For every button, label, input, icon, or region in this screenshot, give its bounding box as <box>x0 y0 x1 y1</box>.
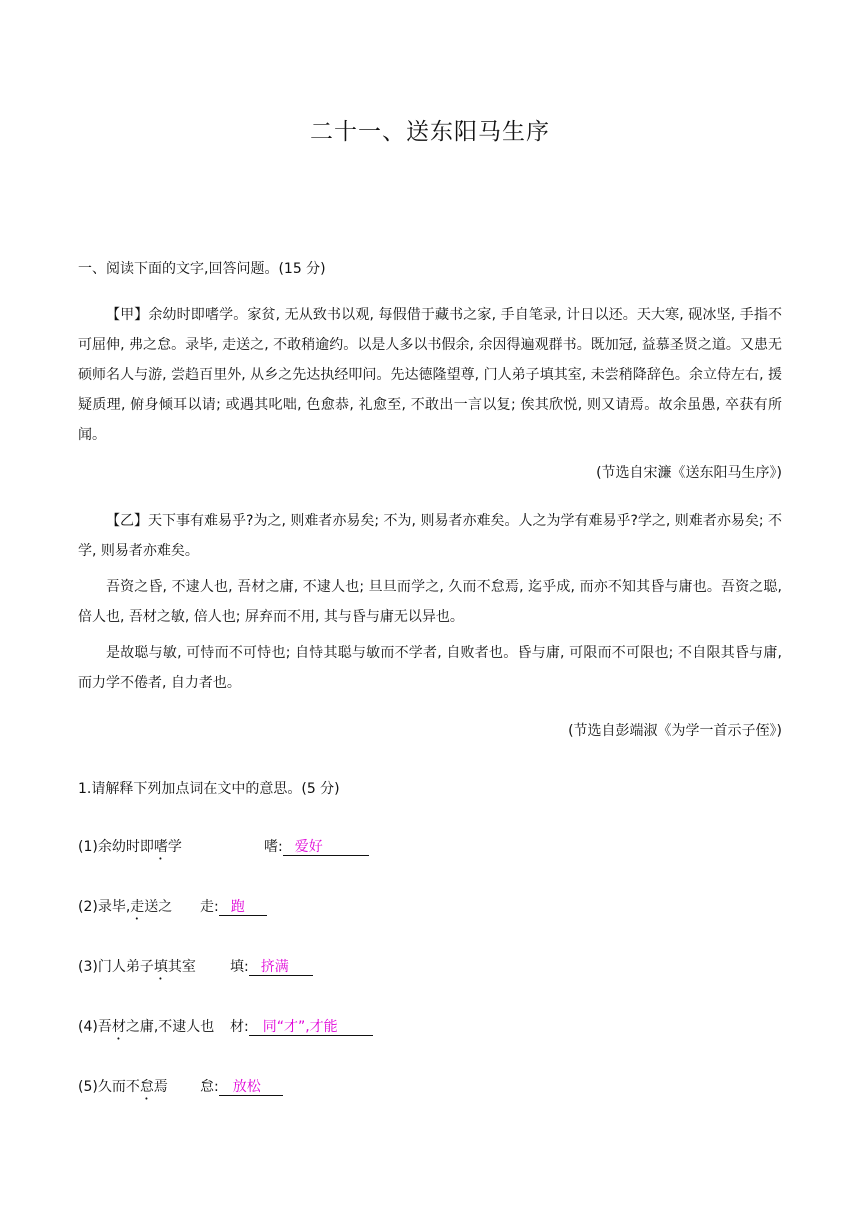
prompt-text: 送之 <box>144 899 173 915</box>
prompt-text: 录毕, <box>97 899 131 915</box>
passage-yi-source: (节选自彭端淑《为学一首示子侄》) <box>568 723 782 739</box>
question-prompt <box>78 896 200 923</box>
target-char: 嗜: <box>264 839 283 855</box>
item-number: (5) <box>78 1079 98 1095</box>
question-prompt <box>78 836 264 863</box>
dotted-word: 填 <box>153 959 168 975</box>
target-char: 材: <box>230 1019 249 1035</box>
question-item <box>78 1076 283 1103</box>
passage-yi-para-3: 是故聪与敏, 可恃而不可恃也; 自恃其聪与敏而不学者, 自败者也。昏与庸, 可限而不可限也; 不自限其昏与庸, 而力学不倦者, 自力者也。 <box>78 645 782 691</box>
question-1-heading: 1.请解释下列加点词在文中的意思。(5 分) <box>78 781 340 797</box>
dotted-word: 材 <box>111 1019 126 1035</box>
passage-jia-source: (节选自宋濂《送东阳马生序》) <box>596 465 782 481</box>
question-item <box>78 836 369 863</box>
answer-blank[interactable]: 同“才”,才能 <box>249 1019 373 1036</box>
answer-blank[interactable]: 跑 <box>219 899 267 916</box>
prompt-text: 学 <box>167 839 182 855</box>
prompt-text: 吾 <box>97 1019 112 1035</box>
answer-blank[interactable]: 爱好 <box>283 839 369 856</box>
passage-yi-para-2: 吾资之昏, 不逮人也, 吾材之庸, 不逮人也; 旦旦而学之, 久而不怠焉, 迄乎成, 而亦不知其昏与庸也。吾资之聪, 倍人也, 吾材之敏, 倍人也; 屏弃而不用, 其与昏与庸无以异也。 <box>78 579 782 625</box>
prompt-text: 焉 <box>153 1079 168 1095</box>
question-prompt <box>78 1016 230 1043</box>
question-item <box>78 956 313 983</box>
target-char: 走: <box>200 899 219 915</box>
item-number: (3) <box>78 959 98 975</box>
passage-yi-para-1: 【乙】天下事有难易乎?为之, 则难者亦易矣; 不为, 则易者亦难矣。人之为学有难易乎?学之, 则难者亦易矣; 不学, 则易者亦难矣。 <box>78 513 782 559</box>
question-prompt <box>78 1076 200 1103</box>
prompt-text: 久而不 <box>97 1079 140 1095</box>
prompt-text: 其室 <box>167 959 196 975</box>
dotted-word: 嗜 <box>153 839 168 855</box>
answer-blank[interactable]: 挤满 <box>249 959 313 976</box>
prompt-text: 余幼时即 <box>97 839 154 855</box>
target-char: 怠: <box>200 1079 219 1095</box>
answer-blank[interactable]: 放松 <box>219 1079 283 1096</box>
question-item <box>78 1016 373 1043</box>
dotted-word: 走 <box>130 899 145 915</box>
page-title: 二十一、送东阳马生序 <box>310 119 550 145</box>
passage-jia: 【甲】余幼时即嗜学。家贫, 无从致书以观, 每假借于藏书之家, 手自笔录, 计日以还。天大寒, 砚冰坚, 手指不可屈伸, 弗之怠。录毕, 走送之, 不敢稍逾约。以是人多以书假余, 余因得遍观群书。既加冠, 益慕圣贤之道。又患无硕师名人与游, 尝趋百里外, 从乡之先达执经叩问。先达德隆望尊, 门人弟子填其室, 未尝稍降辞色。余立侍左右, 援疑质理, 俯身倾耳以请; 或遇其叱咄, 色愈恭, 礼愈至, 不敢出一言以复; 俟其欣悦, 则又请焉。故余虽愚, 卒获有所闻。 <box>78 307 782 443</box>
question-prompt <box>78 956 230 983</box>
item-number: (1) <box>78 839 98 855</box>
question-item <box>78 896 267 923</box>
item-number: (2) <box>78 899 98 915</box>
target-char: 填: <box>230 959 249 975</box>
item-number: (4) <box>78 1019 98 1035</box>
section-heading: 一、阅读下面的文字,回答问题。(15 分) <box>78 261 326 277</box>
dotted-word: 怠 <box>139 1079 154 1095</box>
prompt-text: 之庸,不逮人也 <box>125 1019 215 1035</box>
prompt-text: 门人弟子 <box>97 959 154 975</box>
